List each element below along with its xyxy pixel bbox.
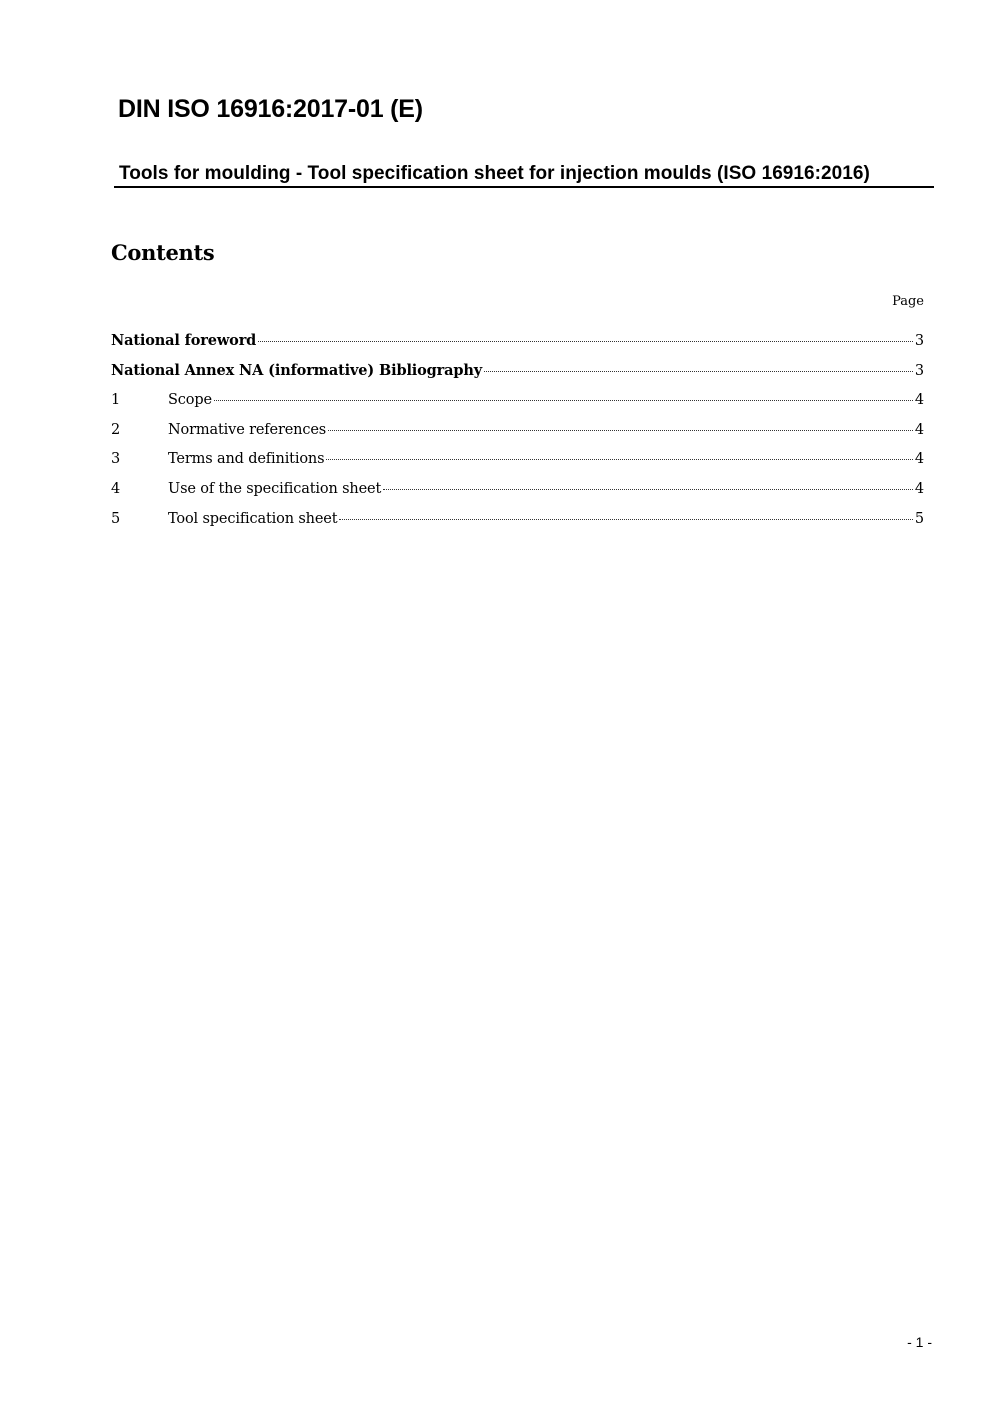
toc-dot-leader: [339, 519, 913, 520]
document-id: DIN ISO 16916:2017-01 (E): [118, 95, 423, 123]
toc-dot-leader: [328, 430, 913, 431]
toc-entry-page: 3: [914, 333, 924, 349]
toc-entry-title: Terms and definitions: [168, 451, 325, 468]
toc-entry-page: 4: [914, 392, 924, 409]
footer-page-number: - 1 -: [907, 1334, 932, 1350]
toc-entry-title: Scope: [168, 392, 212, 409]
toc-entry-number: 2: [111, 421, 121, 438]
contents-heading: Contents: [111, 240, 215, 265]
toc-entry-page: 4: [914, 480, 924, 497]
toc-dot-leader: [326, 459, 913, 460]
toc-entry-title: National foreword: [111, 332, 257, 349]
toc-entry-national-foreword[interactable]: [111, 330, 924, 360]
toc-entry-number: 1: [111, 392, 121, 409]
toc-entry-scope[interactable]: [111, 389, 924, 419]
toc-entry-page: 4: [914, 451, 924, 468]
toc-entry-normative-references[interactable]: [111, 419, 924, 449]
toc-entry-title: National Annex NA (informative) Bibliography: [111, 361, 483, 379]
toc-dot-leader: [258, 341, 913, 342]
toc-entry-page: 4: [914, 421, 924, 438]
table-of-contents: [111, 330, 924, 537]
document-title: Tools for moulding - Tool specification sheet for injection moulds (ISO 16916:2016): [114, 162, 934, 188]
toc-entry-title: Use of the specification sheet: [168, 480, 382, 497]
toc-entry-number: 3: [111, 451, 121, 468]
toc-entry-number: 4: [111, 480, 121, 497]
toc-entry-title: Normative references: [168, 421, 327, 438]
toc-entry-page: 5: [914, 510, 924, 527]
toc-dot-leader: [484, 371, 913, 372]
toc-entry-number: 5: [111, 510, 121, 527]
toc-entry-page: 3: [914, 362, 924, 379]
toc-entry-tool-specification-sheet[interactable]: [111, 508, 924, 538]
toc-dot-leader: [214, 400, 913, 401]
toc-entry-terms-and-definitions[interactable]: [111, 448, 924, 478]
toc-entry-national-annex[interactable]: [111, 360, 924, 390]
toc-entry-use-of-specification-sheet[interactable]: [111, 478, 924, 508]
toc-entry-title: Tool specification sheet: [168, 510, 338, 527]
page-column-label: Page: [892, 294, 924, 309]
toc-dot-leader: [383, 489, 913, 490]
